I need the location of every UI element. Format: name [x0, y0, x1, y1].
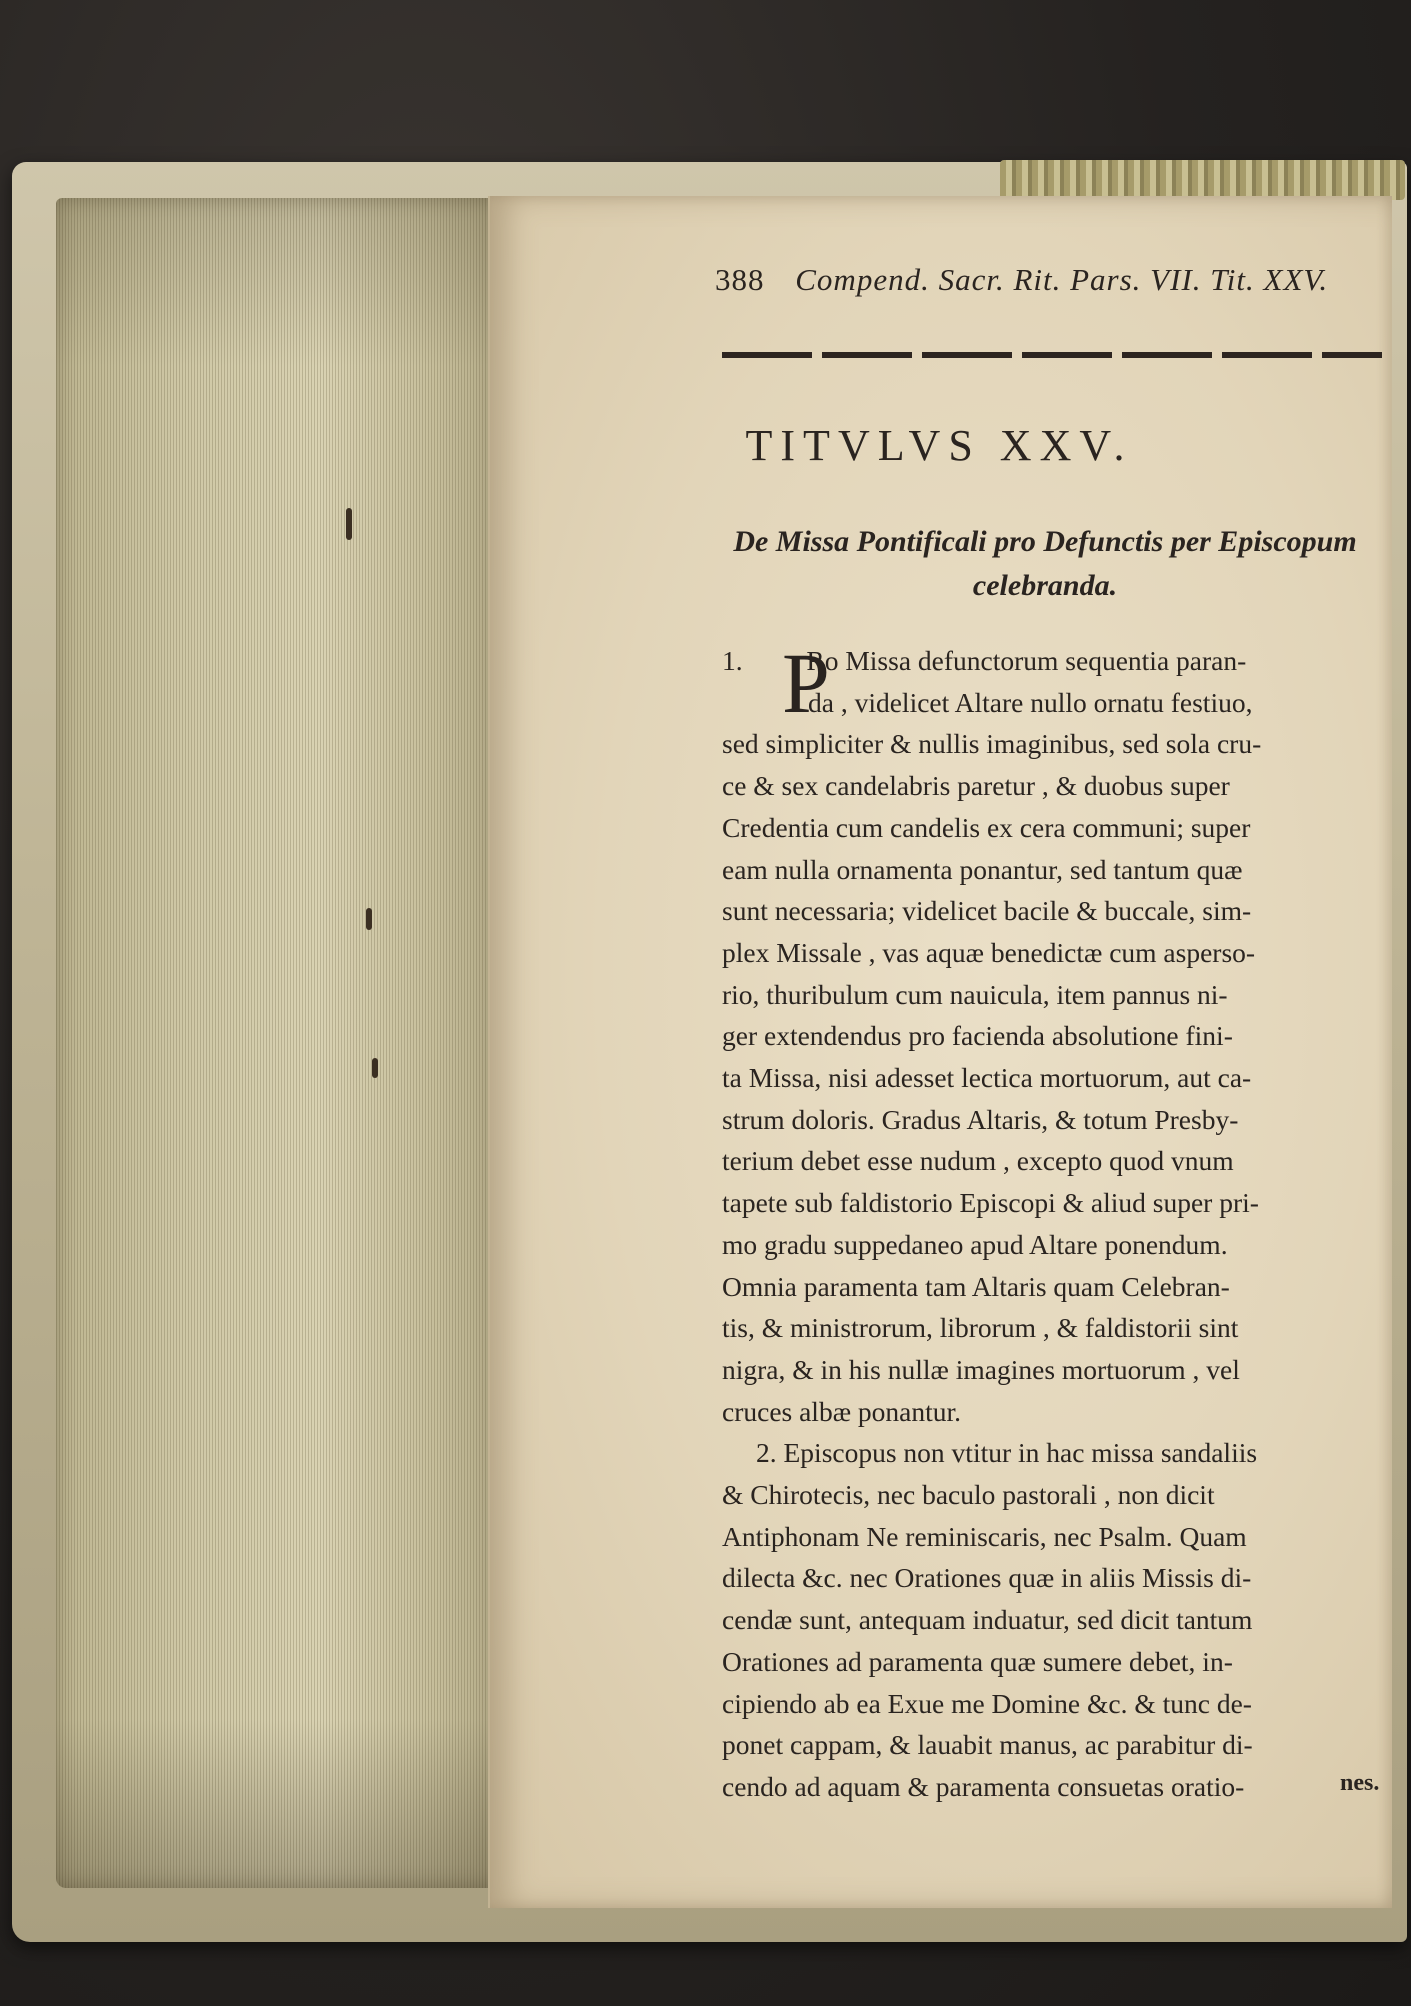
text-line: plex Missale , vas aquæ benedictæ cum asperso-: [722, 936, 1256, 968]
paragraph-number: 1.: [722, 645, 743, 676]
text-line: rio, thuribulum cum nauicula, item pannus ni-: [722, 978, 1228, 1010]
text-line: Orationes ad paramenta quæ sumere debet, in-: [722, 1645, 1233, 1677]
text-line: sed simpliciter & nullis imaginibus, sed sola cru-: [722, 728, 1262, 760]
running-head-text: Compend. Sacr. Rit. Pars. VII. Tit. XXV.: [795, 262, 1329, 297]
text-line: ta Missa, nisi adesset lectica mortuorum, aut ca-: [722, 1062, 1252, 1094]
text-line: ponet cappam, & lauabit manus, ac parabitur di-: [722, 1729, 1253, 1761]
text-line: tis, & ministrorum, librorum , & faldistorii sint: [722, 1312, 1239, 1344]
text-line: Omnia paramenta tam Altaris quam Celebran-: [722, 1270, 1230, 1302]
text-line: tapete sub faldistorio Episcopi & aliud super pri-: [722, 1187, 1259, 1219]
text-line: terium debet esse nudum , excepto quod vnum: [722, 1145, 1234, 1177]
subtitle-line: De Missa Pontificali pro Defunctis per Episcopum: [733, 525, 1357, 558]
head-rule: [722, 352, 1382, 358]
text-line: mo gradu suppedaneo apud Altare ponendum.: [722, 1228, 1228, 1260]
subtitle-line: celebranda.: [972, 569, 1118, 602]
edge-mark: [366, 908, 372, 930]
text-line: & Chirotecis, nec baculo pastorali , non dicit: [722, 1479, 1215, 1511]
chapter-title: TITVLVS XXV.: [745, 421, 1133, 470]
catchword: nes.: [1340, 1770, 1380, 1796]
text-line: ger extendendus pro facienda absolutione fini-: [722, 1020, 1233, 1052]
text-line: da , videlicet Altare nullo ornatu festiuo,: [808, 686, 1253, 718]
text-line-content: Ro Missa defunctorum sequentia paran-: [806, 645, 1247, 676]
text-line: cruces albæ ponantur.: [722, 1395, 962, 1427]
chapter-subtitle: [700, 520, 1390, 608]
text-line: ce & sex candelabris paretur , & duobus super: [722, 770, 1230, 802]
dropcap-letter: P: [782, 635, 830, 731]
page-number: 388: [715, 262, 765, 297]
edge-mark: [346, 508, 352, 540]
text-line: sunt necessaria; videlicet bacile & buccale, sim-: [722, 895, 1252, 927]
edge-mark: [372, 1058, 378, 1078]
text-line: eam nulla ornamenta ponantur, sed tantum quæ: [722, 853, 1243, 885]
text-line: cipiendo ab ea Exue me Domine &c. & tunc de-: [722, 1687, 1252, 1719]
text-line: dilecta &c. nec Orationes quæ in aliis Missis di-: [722, 1562, 1252, 1594]
text-line: strum doloris. Gradus Altaris, & totum Presby-: [722, 1103, 1239, 1135]
text-line: cendæ sunt, antequam induatur, sed dicit tantum: [722, 1604, 1253, 1636]
text-line: cendo ad aquam & paramenta consuetas oratio-: [722, 1770, 1245, 1802]
running-head: [715, 262, 1411, 298]
book-headband: [1000, 160, 1405, 200]
page-edge-shadow: [56, 198, 496, 1888]
text-line: Antiphonam Ne reminiscaris, nec Psalm. Quam: [722, 1520, 1247, 1552]
text-line: 2. Episcopus non vtitur in hac missa sandaliis: [756, 1437, 1258, 1469]
text-line: Credentia cum candelis ex cera communi; super: [722, 811, 1251, 843]
body-text: [722, 635, 1382, 1808]
text-line: nigra, & in his nullæ imagines mortuorum , vel: [722, 1353, 1240, 1385]
